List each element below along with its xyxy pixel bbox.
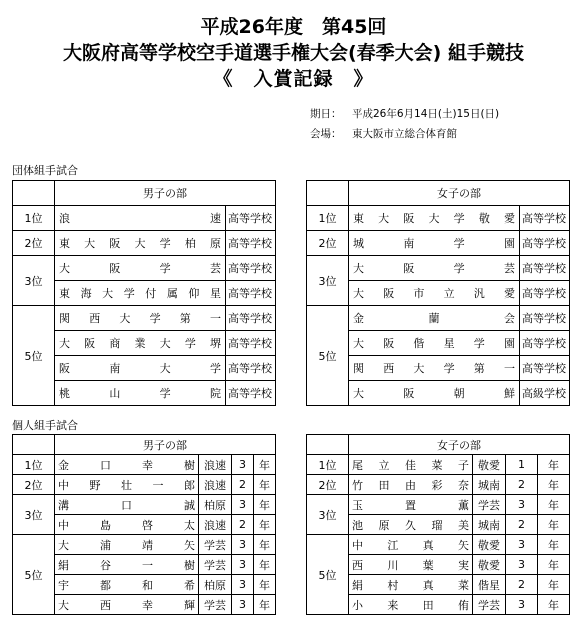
header-blank [307, 181, 349, 206]
grade-unit: 年 [254, 575, 276, 595]
school-short: 柏原 [199, 575, 232, 595]
rank-cell: 3位 [307, 256, 349, 306]
table-row [13, 475, 276, 495]
table-header-row [307, 181, 570, 206]
rank-cell: 3位 [13, 256, 55, 306]
school-short: 偕星 [473, 575, 506, 595]
table-row [13, 256, 276, 281]
table-row [13, 535, 276, 555]
school-type: 高等学校 [226, 256, 276, 281]
school-name: 浪速 [55, 206, 226, 231]
grade-unit: 年 [538, 555, 570, 575]
grade-unit: 年 [254, 475, 276, 495]
school-name: 城南学園 [349, 231, 520, 256]
athlete-name: 金口幸樹 [55, 455, 199, 475]
grade-unit: 年 [538, 535, 570, 555]
school-name: 大阪学芸 [349, 256, 520, 281]
individual-girls-table [306, 434, 570, 615]
table-row [307, 306, 570, 331]
athlete-name: 中江真矢 [349, 535, 473, 555]
grade-unit: 年 [254, 495, 276, 515]
school-short: 城南 [473, 515, 506, 535]
date-label: 期日： [310, 108, 342, 120]
school-short: 学芸 [199, 535, 232, 555]
athlete-name: 小来田侑 [349, 595, 473, 615]
header-blank [307, 435, 349, 455]
rank-cell: 2位 [13, 475, 55, 495]
grade-unit: 年 [254, 595, 276, 615]
grade-unit: 年 [538, 495, 570, 515]
table-row [13, 495, 276, 515]
grade-unit: 年 [538, 475, 570, 495]
school-short: 浪速 [199, 515, 232, 535]
school-type: 高等学校 [520, 231, 570, 256]
school-short: 学芸 [199, 555, 232, 575]
school-type: 高等学校 [226, 206, 276, 231]
school-type: 高等学校 [520, 356, 570, 381]
school-short: 浪速 [199, 475, 232, 495]
rank-cell: 1位 [13, 206, 55, 231]
school-type: 高等学校 [520, 206, 570, 231]
school-name: 東海大学付属仰星 [55, 281, 226, 306]
athlete-name: 尾立佳菜子 [349, 455, 473, 475]
rank-cell: 1位 [307, 455, 349, 475]
athlete-name: 玉置薫 [349, 495, 473, 515]
table-row [307, 495, 570, 515]
school-name: 大阪学芸 [55, 256, 226, 281]
rank-cell: 5位 [307, 306, 349, 406]
table-row [307, 475, 570, 495]
grade-unit: 年 [538, 575, 570, 595]
table-header-row [307, 435, 570, 455]
grade: 3 [232, 595, 254, 615]
division-header: 男子の部 [55, 435, 276, 455]
school-name: 桃山学院 [55, 381, 226, 406]
grade-unit: 年 [254, 515, 276, 535]
school-type: 高等学校 [226, 306, 276, 331]
school-type: 高等学校 [520, 256, 570, 281]
grade: 3 [232, 555, 254, 575]
school-name: 阪南大学 [55, 356, 226, 381]
rank-cell: 2位 [13, 231, 55, 256]
rank-cell: 1位 [307, 206, 349, 231]
school-name: 関西大学第一 [349, 356, 520, 381]
individual-section-label: 個人組手試合 [12, 419, 78, 432]
header-blank [13, 181, 55, 206]
title-line-2: 大阪府高等学校空手道選手権大会(春季大会) 組手競技 [63, 42, 524, 64]
table-header-row [13, 435, 276, 455]
grade-unit: 年 [254, 455, 276, 475]
school-name: 大阪朝鮮 [349, 381, 520, 406]
division-header: 女子の部 [349, 181, 570, 206]
grade-unit: 年 [538, 515, 570, 535]
school-type: 高等学校 [226, 381, 276, 406]
venue-value: 東大阪市立総合体育館 [352, 128, 457, 140]
athlete-name: 池原久瑠美 [349, 515, 473, 535]
athlete-name: 溝口誠 [55, 495, 199, 515]
school-type: 高等学校 [226, 281, 276, 306]
school-name: 金蘭会 [349, 306, 520, 331]
team-section-label: 団体組手試合 [12, 164, 78, 177]
rank-cell: 5位 [13, 306, 55, 406]
title-line-3: 《 入賞記録 》 [213, 68, 374, 90]
school-type: 高等学校 [520, 306, 570, 331]
school-type: 高等学校 [226, 331, 276, 356]
grade: 3 [232, 575, 254, 595]
school-name: 大阪偕星学園 [349, 331, 520, 356]
school-name: 関西大学第一 [55, 306, 226, 331]
athlete-name: 中野壮一郎 [55, 475, 199, 495]
table-row [13, 306, 276, 331]
school-type: 高等学校 [226, 356, 276, 381]
table-row [13, 231, 276, 256]
venue-label: 会場： [310, 128, 342, 140]
grade: 3 [232, 535, 254, 555]
individual-boys-table [12, 434, 276, 615]
school-short: 敬愛 [473, 455, 506, 475]
school-type: 高等学校 [520, 281, 570, 306]
header-blank [13, 435, 55, 455]
table-row [13, 206, 276, 231]
table-row [307, 256, 570, 281]
grade-unit: 年 [254, 535, 276, 555]
school-name: 大阪商業大学堺 [55, 331, 226, 356]
school-short: 浪速 [199, 455, 232, 475]
school-type: 高等学校 [520, 331, 570, 356]
athlete-name: 西川葉実 [349, 555, 473, 575]
table-row [307, 231, 570, 256]
date-value: 平成26年6月14日(土)15日(日) [352, 108, 500, 120]
grade: 2 [232, 515, 254, 535]
grade: 3 [232, 455, 254, 475]
title-line-1: 平成26年度 第45回 [200, 16, 387, 38]
grade-unit: 年 [538, 455, 570, 475]
rank-cell: 5位 [13, 535, 55, 615]
athlete-name: 絹村真菜 [349, 575, 473, 595]
table-row [307, 455, 570, 475]
athlete-name: 大西幸輝 [55, 595, 199, 615]
grade: 2 [506, 515, 538, 535]
team-boys-table [12, 180, 276, 406]
grade-unit: 年 [538, 595, 570, 615]
rank-cell: 3位 [307, 495, 349, 535]
school-short: 学芸 [199, 595, 232, 615]
rank-cell: 1位 [13, 455, 55, 475]
athlete-name: 大浦靖矢 [55, 535, 199, 555]
school-name: 東大阪大学敬愛 [349, 206, 520, 231]
grade: 3 [506, 595, 538, 615]
table-row [307, 535, 570, 555]
division-header: 男子の部 [55, 181, 276, 206]
athlete-name: 宇都和希 [55, 575, 199, 595]
school-name: 東大阪大学柏原 [55, 231, 226, 256]
school-short: 城南 [473, 475, 506, 495]
grade: 3 [232, 495, 254, 515]
school-short: 学芸 [473, 595, 506, 615]
table-row [307, 206, 570, 231]
grade-unit: 年 [254, 555, 276, 575]
rank-cell: 3位 [13, 495, 55, 535]
school-name: 大阪市立汎愛 [349, 281, 520, 306]
athlete-name: 竹田由彩奈 [349, 475, 473, 495]
table-header-row [13, 181, 276, 206]
school-short: 敬愛 [473, 555, 506, 575]
rank-cell: 2位 [307, 475, 349, 495]
school-short: 柏原 [199, 495, 232, 515]
rank-cell: 5位 [307, 535, 349, 615]
school-short: 学芸 [473, 495, 506, 515]
school-type: 高級学校 [520, 381, 570, 406]
team-girls-table [306, 180, 570, 406]
table-row [13, 455, 276, 475]
division-header: 女子の部 [349, 435, 570, 455]
athlete-name: 絹谷一樹 [55, 555, 199, 575]
rank-cell: 2位 [307, 231, 349, 256]
grade: 2 [506, 575, 538, 595]
grade: 3 [506, 535, 538, 555]
athlete-name: 中島啓太 [55, 515, 199, 535]
grade: 2 [506, 475, 538, 495]
school-type: 高等学校 [226, 231, 276, 256]
grade: 3 [506, 555, 538, 575]
grade: 2 [232, 475, 254, 495]
school-short: 敬愛 [473, 535, 506, 555]
grade: 3 [506, 495, 538, 515]
grade: 1 [506, 455, 538, 475]
